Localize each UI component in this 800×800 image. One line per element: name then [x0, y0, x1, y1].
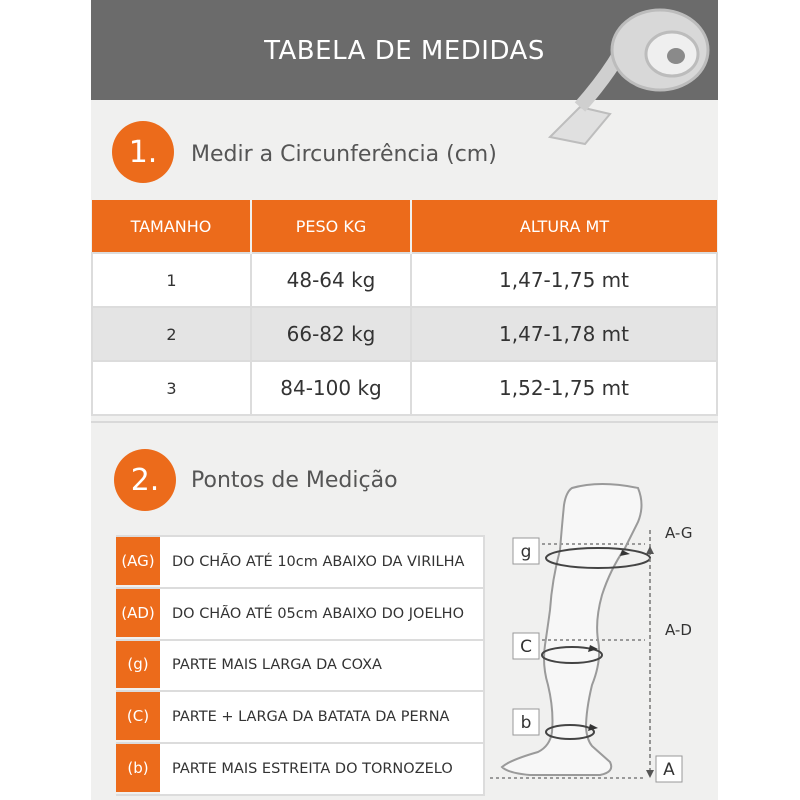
c-label: C	[520, 637, 532, 657]
step-1-badge: 1.	[112, 121, 174, 183]
section-2-title: Pontos de Medição	[191, 468, 398, 493]
ad-label: A-D	[665, 621, 692, 639]
a-label: A	[663, 760, 675, 780]
measure-arrow-icon	[646, 770, 654, 778]
legend-row-ag	[116, 535, 485, 589]
column-header-size: TAMANHO	[92, 200, 251, 253]
legend-row-ad	[116, 589, 485, 641]
measure-arrow-icon	[646, 546, 654, 554]
legend-text: PARTE MAIS ESTREITA DO TORNOZELO	[160, 744, 485, 794]
size-table	[91, 200, 718, 416]
step-2-badge: 2.	[114, 449, 176, 511]
column-header-height: ALTURA MT	[411, 200, 717, 253]
legend-row-c	[116, 692, 485, 744]
legend-row-g	[116, 641, 485, 693]
height-cell: 1,47-1,75 mt	[411, 253, 717, 307]
size-table-header	[92, 200, 717, 253]
section-1-title: Medir a Circunferência (cm)	[191, 142, 497, 167]
legend-text: PARTE + LARGA DA BATATA DA PERNA	[160, 692, 485, 742]
legend-text: DO CHÃO ATÉ 10cm ABAIXO DA VIRILHA	[160, 537, 485, 587]
column-header-weight: PESO KG	[251, 200, 411, 253]
b-label: b	[520, 713, 532, 733]
g-label: g	[520, 542, 532, 562]
legend-row-b	[116, 744, 485, 796]
size-cell: 3	[92, 361, 251, 415]
weight-cell: 66-82 kg	[251, 307, 411, 361]
weight-cell: 48-64 kg	[251, 253, 411, 307]
ag-label: A-G	[665, 524, 693, 542]
table-row	[92, 253, 717, 307]
legend-text: PARTE MAIS LARGA DA COXA	[160, 641, 485, 691]
legend-code: (C)	[116, 692, 160, 742]
size-cell: 2	[92, 307, 251, 361]
table-row	[92, 307, 717, 361]
height-cell: 1,52-1,75 mt	[411, 361, 717, 415]
measuring-tape-icon	[540, 2, 715, 147]
measurement-legend	[116, 535, 485, 796]
page-title: TABELA DE MEDIDAS	[264, 36, 545, 66]
legend-code: (b)	[116, 744, 160, 794]
size-cell: 1	[92, 253, 251, 307]
legend-code: (AG)	[116, 537, 160, 587]
table-row	[92, 361, 717, 415]
weight-cell: 84-100 kg	[251, 361, 411, 415]
legend-text: DO CHÃO ATÉ 05cm ABAIXO DO JOELHO	[160, 589, 485, 639]
height-cell: 1,47-1,78 mt	[411, 307, 717, 361]
legend-code: (AD)	[116, 589, 160, 639]
leg-measurement-diagram	[490, 470, 715, 790]
section-divider	[91, 421, 718, 423]
legend-code: (g)	[116, 641, 160, 691]
